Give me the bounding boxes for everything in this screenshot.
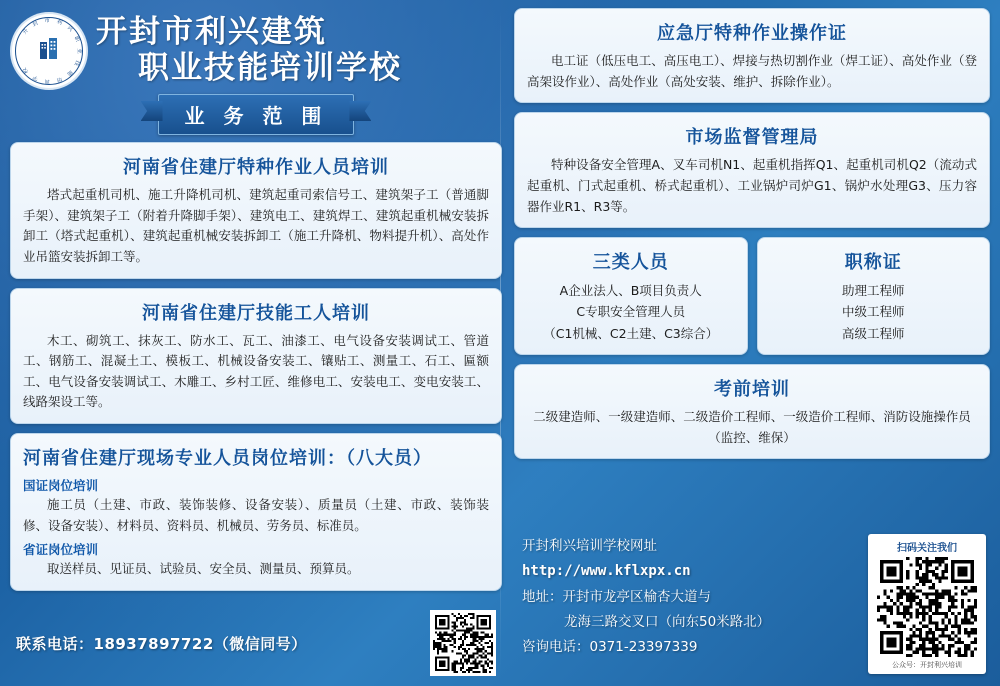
contact-phone: 联系电话：18937897722（微信同号） xyxy=(16,634,307,653)
card-market-supervision-bureau xyxy=(514,112,990,228)
card-title: 市场监督管理局 xyxy=(685,127,819,149)
school-title-line2: 职业技能培训学校 xyxy=(138,50,402,86)
wechat-qr-code xyxy=(430,610,496,676)
card-body: 二级建造师、一级建造师、二级造价工程师、一级造价工程师、消防设施操作员（监控、维保） xyxy=(533,408,971,445)
consult-phone: 咨询电话：0371-23397339 xyxy=(522,638,698,655)
qr-image xyxy=(433,613,493,673)
subsection-provincial-cert-body: 取送样员、见证员、试验员、安全员、测量员、预算员。 xyxy=(47,561,360,577)
card-title: 河南省住建厅技能工人培训 xyxy=(142,302,370,324)
card-line: A企业法人、B项目负责人 xyxy=(559,283,702,299)
qr-footer: 公众号：开封利兴培训 xyxy=(892,661,962,669)
right-footer xyxy=(514,524,990,678)
logo-ring-text: 开 封 市 利 兴 职 业 技 能 培 训 学 校 xyxy=(21,17,82,85)
scope-ribbon-wrap xyxy=(10,94,502,135)
qr-image xyxy=(877,557,977,657)
left-footer xyxy=(10,606,502,678)
card-professional-title-cert xyxy=(757,237,991,355)
card-pre-exam-training xyxy=(514,364,990,459)
school-title-line1: 开封市利兴建筑 xyxy=(96,14,327,51)
qr-caption: 扫码关注我们 xyxy=(897,543,957,554)
address-line-1: 地址：开封市龙亭区榆杏大道与 xyxy=(522,588,711,605)
scope-ribbon: 业 务 范 围 xyxy=(158,94,355,135)
card-line: （C1机械、C2土建、C3综合） xyxy=(543,325,719,341)
card-line: 高级工程师 xyxy=(841,325,905,341)
card-skilled-worker-training xyxy=(10,288,502,425)
right-column xyxy=(510,8,990,678)
card-special-operations-training xyxy=(10,142,502,279)
website-url[interactable]: http://www.kflxpx.cn xyxy=(522,562,691,579)
card-body: 木工、砌筑工、抹灰工、防水工、瓦工、油漆工、电气设备安装调试工、管道工、钢筋工、混凝土工、模板工、机械设备安装工、镶贴工、测量工、石工、匾额工、电气设备安装调试工、木雕工、乡村工匠、维修电工、安装电工、变电安装工、线路架设工等。 xyxy=(23,332,489,410)
school-title xyxy=(96,15,402,86)
card-body: 塔式起重机司机、施工升降机司机、建筑起重司索信号工、建筑架子工（普通脚手架）、建筑架子工（附着升降脚手架）、建筑电工、建筑焊工、建筑起重机械安装拆卸工（塔式起重机）、建筑起重机械安装拆卸工（施工升降机、物料提升机）、高处作业吊篮安装拆卸工等。 xyxy=(23,187,489,264)
card-eight-positions-training xyxy=(10,433,502,591)
website-label: 开封利兴培训学校网址 xyxy=(522,538,657,554)
card-title: 应急厅特种作业操作证 xyxy=(657,23,847,44)
card-line: C专职安全管理人员 xyxy=(576,304,686,320)
two-up-row xyxy=(514,237,990,364)
official-account-qr-code xyxy=(868,534,986,674)
address-line-2: 龙海三路交叉口（向东50米路北） xyxy=(564,613,771,630)
card-body: 电工证（低压电工、高压电工）、焊接与热切割作业（焊工证）、高处作业（登高架设作业）、高处作业（高处安装、维护、拆除作业）。 xyxy=(527,53,977,89)
card-title: 河南省住建厅特种作业人员培训 xyxy=(123,157,389,178)
left-column xyxy=(10,8,510,678)
subsection-provincial-cert: 省证岗位培训 xyxy=(23,542,99,558)
school-header xyxy=(10,8,502,92)
card-line: 助理工程师 xyxy=(841,283,905,299)
card-title: 职称证 xyxy=(844,252,902,274)
contact-block xyxy=(522,534,770,660)
school-logo xyxy=(12,14,86,88)
column-divider xyxy=(500,10,501,676)
card-title: 河南省住建厅现场专业人员岗位培训：（八大员） xyxy=(23,448,432,469)
card-title: 考前培训 xyxy=(714,378,790,400)
subsection-national-cert: 国证岗位培训 xyxy=(23,478,99,493)
logo-building-icon xyxy=(34,34,64,69)
card-emergency-special-operations xyxy=(514,8,990,103)
card-body: 特种设备安全管理A、叉车司机N1、起重机指挥Q1、起重机司机Q2（流动式起重机、门式起重机、桥式起重机）、工业锅炉司炉G1、锅炉水处理G3、压力容器作业R1、R3等。 xyxy=(527,157,977,214)
card-three-categories-personnel xyxy=(514,237,748,355)
card-line: 中级工程师 xyxy=(841,304,905,320)
subsection-national-cert-body: 施工员（土建、市政、装饰装修、设备安装）、质量员（土建、市政、装饰装修、设备安装）、材料员、资料员、机械员、劳务员、标准员。 xyxy=(23,497,489,533)
card-title: 三类人员 xyxy=(592,252,669,274)
